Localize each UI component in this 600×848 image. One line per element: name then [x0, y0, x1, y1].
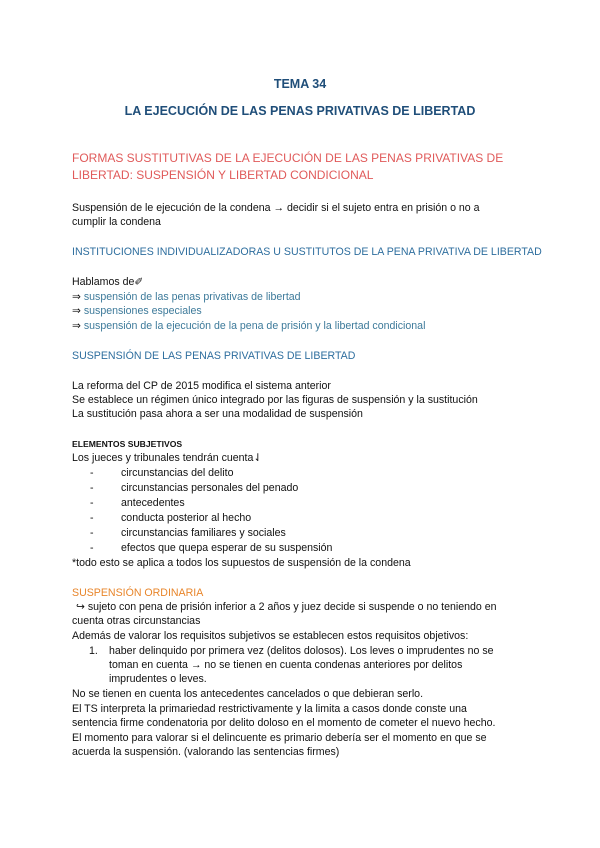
paragraph-line: cuenta otras circunstancias — [72, 615, 201, 627]
link-suspensiones-especiales[interactable]: suspensiones especiales — [83, 305, 202, 317]
paragraph-line: La sustitución pasa ahora a ser una modalidad de suspensión — [72, 408, 363, 420]
paragraph-line: sentencia firme condenatoria por delito doloso en el momento de cometer el nuevo hecho. — [72, 717, 496, 729]
section-heading-formas: FORMAS SUSTITUTIVAS DE LA EJECUCIÓN DE LAS PENAS PRIVATIVAS DE — [72, 151, 504, 165]
list-item — [72, 319, 425, 333]
paragraph-line: Suspensión de le ejecución de la condena → decidir si el sujeto entra en prisión o no a — [72, 202, 480, 214]
list-item: circunstancias personales del penado — [121, 482, 299, 494]
section-heading-ordinaria: SUSPENSIÓN ORDINARIA — [72, 587, 204, 599]
dash-bullet: - — [90, 497, 94, 509]
link-suspension-penas[interactable]: suspensión de las penas privativas de libertad — [83, 291, 301, 303]
numbered-item-line: imprudentes o leves. — [109, 673, 207, 685]
dash-bullet: - — [90, 542, 94, 554]
paragraph-line: Se establece un régimen único integrado por las figuras de suspensión y la sustitución — [72, 394, 478, 406]
section-heading-formas-cont: LIBERTAD: SUSPENSIÓN Y LIBERTAD CONDICIONAL — [72, 168, 374, 182]
topic-number: TEMA 34 — [273, 77, 327, 91]
numbered-item-line: toman en cuenta → no se tienen en cuenta condenas anteriores por delitos — [109, 659, 463, 671]
page-title: LA EJECUCIÓN DE LAS PENAS PRIVATIVAS DE LIBERTAD — [124, 104, 476, 118]
paragraph-line: La reforma del CP de 2015 modifica el sistema anterior — [72, 380, 331, 392]
arrow-icon: ⇒ — [72, 320, 81, 332]
list-item — [72, 304, 202, 318]
link-suspension-ejecucion[interactable]: suspensión de la ejecución de la pena de prisión y la libertad condicional — [83, 320, 426, 332]
numbered-item-line: haber delinquido por primera vez (delitos dolosos). Los leves o imprudentes no se — [109, 645, 494, 657]
list-item: circunstancias familiares y sociales — [121, 527, 286, 539]
paragraph-line: ↪ sujeto con pena de prisión inferior a 2 años y juez decide si suspende o no teniendo en — [76, 601, 497, 613]
paragraph-line: El momento para valorar si el delincuente es primario debería ser el momento en que se — [72, 732, 487, 744]
list-item: conducta posterior al hecho — [121, 512, 252, 524]
paragraph-line: cumplir la condena — [72, 216, 161, 228]
paragraph-line: Hablamos de✐ — [72, 276, 144, 288]
paragraph-line: Los jueces y tribunales tendrán cuenta⇃ — [72, 452, 263, 464]
subheading-elementos: ELEMENTOS SUBJETIVOS — [72, 439, 183, 449]
paragraph-line: acuerda la suspensión. (valorando las sentencias firmes) — [72, 746, 340, 758]
dash-bullet: - — [90, 482, 94, 494]
list-item — [72, 290, 301, 304]
section-heading-suspension: SUSPENSIÓN DE LAS PENAS PRIVATIVAS DE LIBERTAD — [72, 350, 356, 362]
paragraph-line: Además de valorar los requisitos subjetivos se establecen estos requisitos objetivos: — [72, 630, 469, 642]
note-line: *todo esto se aplica a todos los supuestos de suspensión de la condena — [72, 557, 411, 569]
paragraph-line: El TS interpreta la primariedad restrictivamente y la limita a casos donde conste una — [72, 703, 467, 715]
arrow-icon: ⇒ — [72, 291, 81, 303]
dash-bullet: - — [90, 467, 94, 479]
list-item: efectos que quepa esperar de su suspensión — [121, 542, 333, 554]
section-heading-instituciones: INSTITUCIONES INDIVIDUALIZADORAS U SUSTITUTOS DE LA PENA PRIVATIVA DE LIBERTAD — [72, 246, 542, 258]
list-item: circunstancias del delito — [121, 467, 234, 479]
paragraph-line: No se tienen en cuenta los antecedentes cancelados o que debieran serlo. — [72, 688, 424, 700]
list-item: antecedentes — [121, 497, 185, 509]
arrow-icon: ⇒ — [72, 305, 81, 317]
dash-bullet: - — [90, 512, 94, 524]
list-number: 1. — [89, 645, 98, 657]
dash-bullet: - — [90, 527, 94, 539]
